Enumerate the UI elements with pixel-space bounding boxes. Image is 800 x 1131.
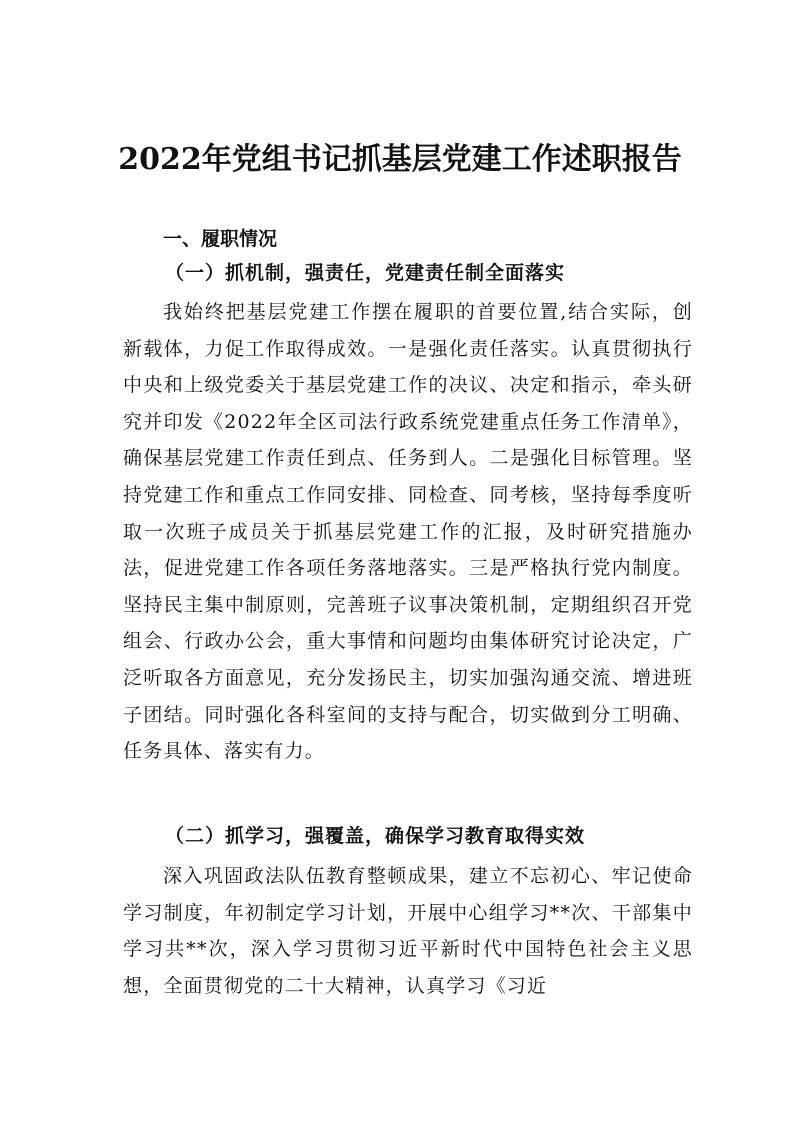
paragraph-study-text: 深入巩固政法队伍教育整顿成果，建立不忘初心、牢记使命学习制度，年初制定学习计划，开展中心组学习**次、干部集中学习共**次，深入学习贯彻习近平新时代中国特色社会主义思想，全面贯彻党的二十大精神，认真学习《习近: [123, 865, 693, 997]
document-title: 2022年党组书记抓基层党建工作述职报告: [118, 142, 682, 177]
paragraph-mechanism: [123, 294, 693, 770]
subsection-heading-study: （二）抓学习，强覆盖，确保学习教育取得实效: [165, 825, 586, 847]
paragraph-study: [123, 858, 693, 1004]
section-heading-performance: 一、履职情况: [163, 228, 278, 250]
paragraph-mechanism-text: 我始终把基层党建工作摆在履职的首要位置,结合实际，创新载体，力促工作取得成效。一是强化责任落实。认真贯彻执行中央和上级党委关于基层党建工作的决议、决定和指示，牵头研究并印发《2022年全区司法行政系统党建重点任务工作清单》，确保基层党建工作责任到点、任务到人。二是强化目标管理。坚持党建工作和重点工作同安排、同检查、同考核，坚持每季度听取一次班子成员关于抓基层党建工作的汇报，及时研究措施办法，促进党建工作各项任务落地落实。三是严格执行党内制度。坚持民主集中制原则，完善班子议事决策机制，定期组织召开党组会、行政办公会，重大事情和问题均由集体研究讨论决定，广泛听取各方面意见，充分发扬民主，切实加强沟通交流、增进班子团结。同时强化各科室间的支持与配合，切实做到分工明确、任务具体、落实有力。: [123, 301, 693, 763]
subsection-heading-mechanism: （一）抓机制，强责任，党建责任制全面落实: [165, 262, 566, 284]
